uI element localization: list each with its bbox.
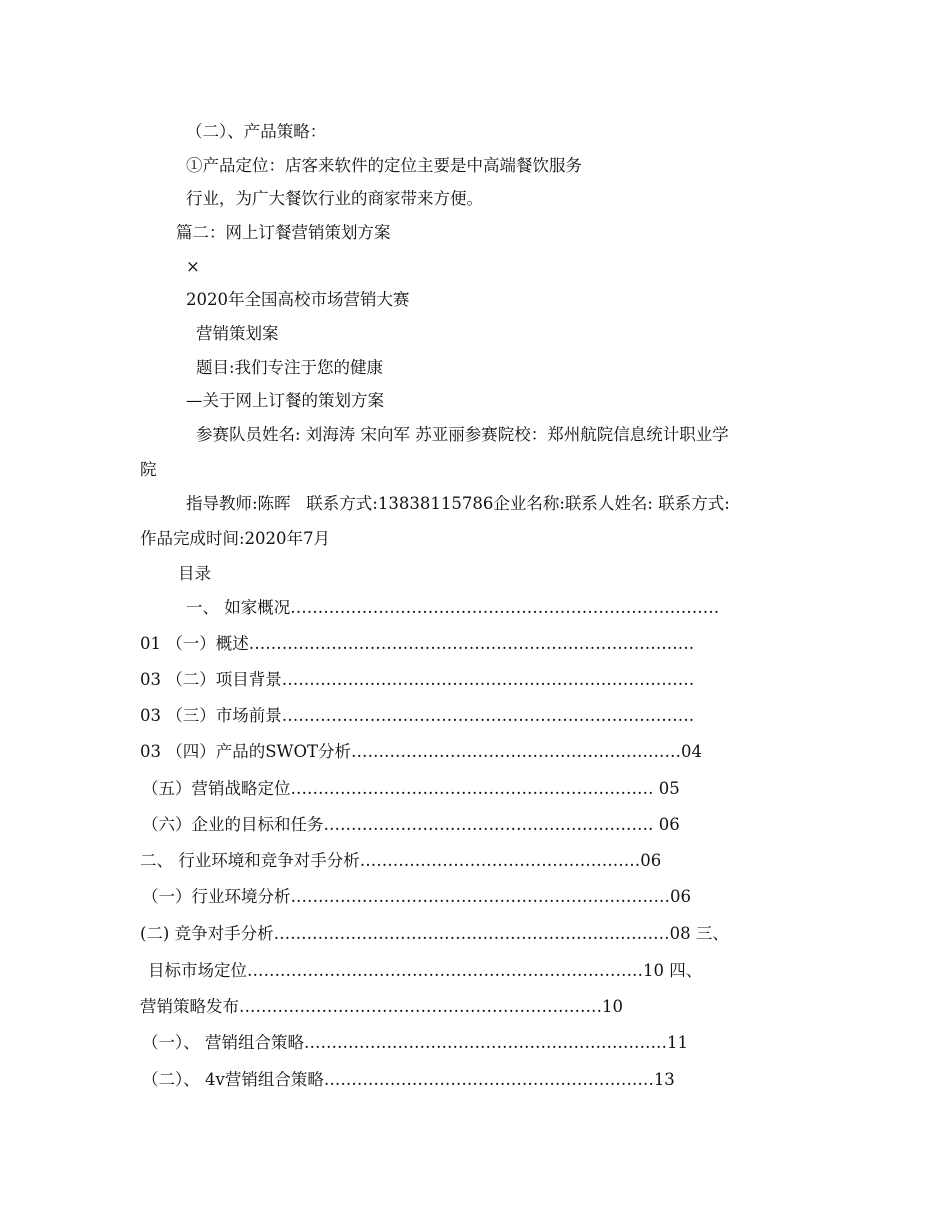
team-members-line-cont: 院 (140, 460, 157, 479)
toc-entry: （五）营销战略定位………………………………………………………… 05 (142, 779, 680, 798)
toc-entry: 目标市场定位………………………………………………………………10 四、 (148, 961, 703, 980)
team-members-line: 参赛队员姓名: 刘海涛 宋向军 苏亚丽参赛院校：郑州航院信息统计职业学 (196, 425, 729, 444)
product-positioning-text-cont: 行业，为广大餐饮行业的商家带来方便。 (186, 189, 483, 208)
product-positioning-text: ①产品定位：店客来软件的定位主要是中高端餐饮服务 (186, 156, 582, 175)
section-heading-product-strategy: （二）、产品策略： (186, 122, 327, 141)
article-title: 篇二：网上订餐营销策划方案 (176, 223, 391, 242)
toc-entry: （二）、 4v营销组合策略……………………………………………………13 (142, 1070, 675, 1089)
toc-entry: 03 （二）项目背景………………………………………………………………… (140, 670, 695, 689)
toc-entry: （六）企业的目标和任务…………………………………………………… 06 (142, 815, 680, 834)
toc-entry: 03 （四）产品的SWOT分析……………………………………………………04 (140, 742, 703, 761)
toc-entry: 一、 如家概况…………………………………………………………………… (186, 598, 720, 617)
competition-title: 2020年全国高校市场营销大赛 (186, 290, 410, 309)
plan-label: 营销策划案 (196, 324, 279, 343)
toc-entry: 03 （三）市场前景………………………………………………………………… (140, 706, 695, 725)
toc-heading: 目录 (178, 564, 211, 583)
cross-mark: × (186, 257, 200, 276)
advisor-contact-line: 指导教师:陈晖 联系方式:13838115786企业名称:联系人姓名: 联系方式: (186, 494, 730, 513)
toc-entry: (二) 竞争对手分析………………………………………………………………08 三、 (140, 924, 729, 943)
completion-date-line: 作品完成时间:2020年7月 (140, 529, 331, 548)
toc-entry: （一）行业环境分析……………………………………………………………06 (142, 887, 691, 906)
toc-entry: 二、 行业环境和竞争对手分析……………………………………………06 (140, 851, 662, 870)
subtitle-line: —关于网上订餐的策划方案 (186, 391, 384, 410)
toc-entry: 01 （一）概述……………………………………………………………………… (140, 634, 695, 653)
toc-entry: 营销策略发布…………………………………………………………10 (140, 997, 623, 1016)
topic-line: 题目:我们专注于您的健康 (196, 358, 384, 377)
toc-entry: （一）、 营销组合策略…………………………………………………………11 (142, 1033, 688, 1052)
